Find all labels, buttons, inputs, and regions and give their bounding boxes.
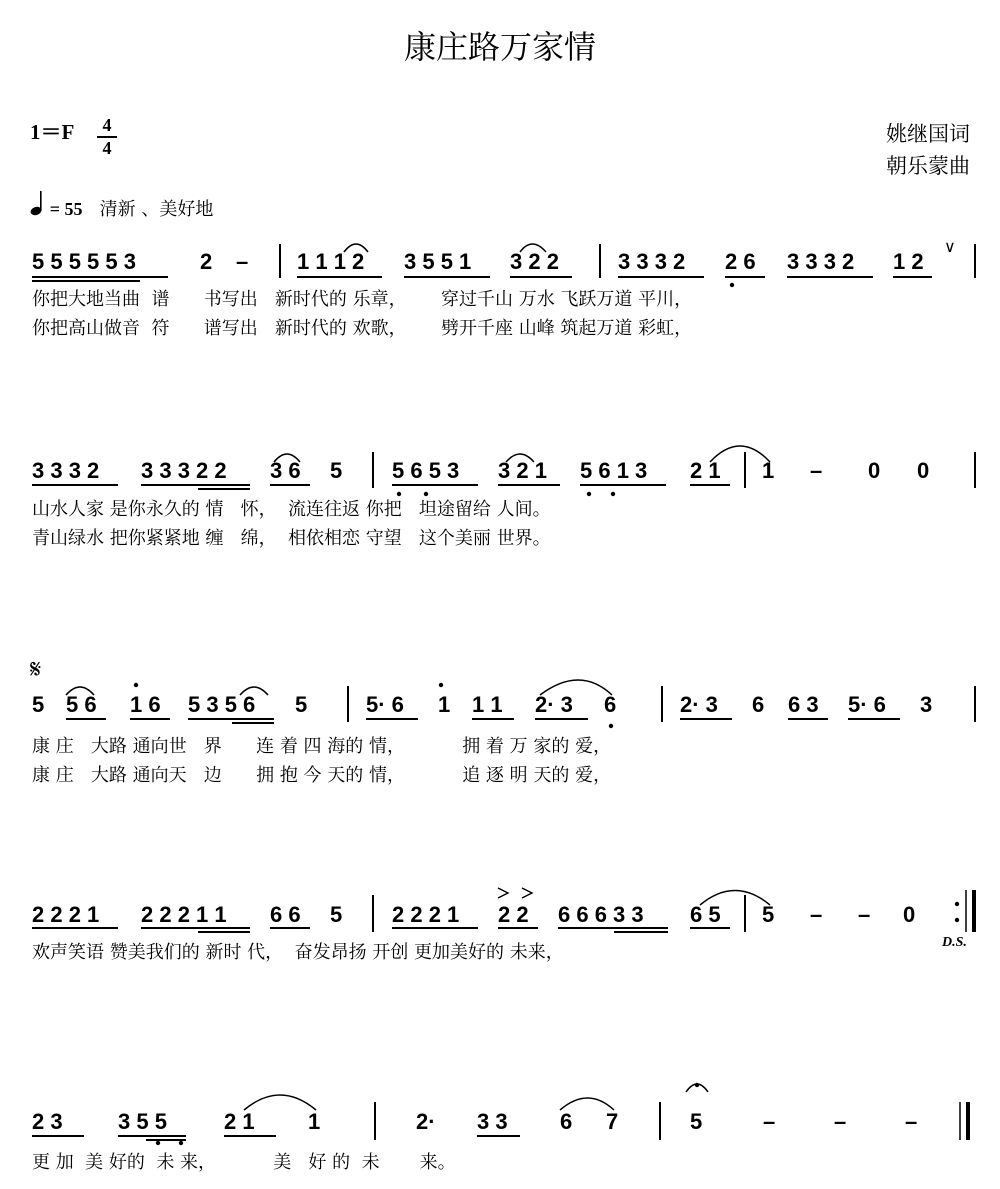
note-group: 5 — [690, 1109, 703, 1134]
tempo-expression: 清新 、美好地 — [99, 199, 214, 220]
note-group: 2 2 2 1 — [392, 902, 460, 927]
lyric-line: 山水人家 是你永久的 情 怀， 流连往返 你把 坦途留给 人间。 — [32, 499, 551, 520]
lyric-line: 你把大地当曲 谱 书写出 新时代的 乐章， 穿过千山 万水 飞跃万道 平川， — [32, 289, 693, 310]
lyric-line: 青山绿水 把你紧紧地 缠 绵， 相依相恋 守望 这个美丽 世界。 — [32, 528, 551, 549]
note-group: 2 1 — [224, 1109, 255, 1134]
time-numerator: 4 — [102, 115, 112, 135]
note-group: 6 — [560, 1109, 573, 1134]
note-group: – — [810, 458, 823, 483]
lyric-line: 康 庄 大路 通向世 界 连 着 四 海的 情， 拥 着 万 家的 爱， — [32, 736, 612, 757]
breath-mark: ∨ — [944, 239, 956, 256]
note-group: 5 3 5 6 — [188, 692, 256, 717]
time-denominator: 4 — [102, 138, 112, 158]
note-group: 2 2 2 1 — [32, 902, 100, 927]
composer-credit: 朝乐蒙曲 — [886, 154, 970, 178]
note-group: 3 3 3 2 2 — [141, 458, 227, 483]
note-group: 5 — [762, 902, 775, 927]
note-group: 1 — [762, 458, 775, 483]
note-group: 1 1 — [472, 692, 503, 717]
note-group: 5 5 5 5 5 3 — [32, 249, 136, 274]
note-group: 2· — [416, 1109, 436, 1134]
note-group: 6 3 — [788, 692, 819, 717]
note-group: 2 6 — [725, 249, 756, 274]
lyricist-credit: 姚继国词 — [886, 122, 970, 146]
note-group: 2 2 2 1 1 — [141, 902, 227, 927]
note-group: 3 5 5 — [118, 1109, 167, 1134]
page-title: 康庄路万家情 — [403, 28, 596, 66]
note-group: 7 — [606, 1109, 619, 1134]
note-group: 6 6 — [270, 902, 301, 927]
note-group: 2 — [200, 249, 213, 274]
note-group: 3 2 1 — [498, 458, 547, 483]
note-group: 3 — [920, 692, 933, 717]
note-group: 1 1 1 2 — [297, 249, 365, 274]
note-group: 5 — [330, 458, 343, 483]
note-group: 6 — [752, 692, 765, 717]
lyric-line: 你把高山做音 符 谱写出 新时代的 欢歌， 劈开千座 山峰 筑起万道 彩虹， — [32, 318, 693, 339]
lyric-line: 更 加 美 好的 未 来， 美 好 的 未 来。 — [32, 1152, 456, 1173]
tempo-bpm: = 55 — [49, 199, 83, 219]
note-group: 1 6 — [130, 692, 161, 717]
note-group: 5 — [330, 902, 343, 927]
note-group: 1 2 — [893, 249, 924, 274]
segno-sign: 𝄋 — [30, 655, 42, 685]
note-group: 0 — [917, 458, 930, 483]
note-group: 3 5 5 1 — [404, 249, 472, 274]
note-group: 3 6 — [270, 458, 301, 483]
note-group: 3 3 — [477, 1109, 508, 1134]
note-group: 6 — [604, 692, 617, 717]
note-group: – — [905, 1109, 918, 1134]
ds-marking: D.S. — [942, 935, 967, 950]
note-group: 6 5 — [690, 902, 721, 927]
note-group: 6 6 6 3 3 — [558, 902, 644, 927]
note-group: 5 — [295, 692, 308, 717]
note-group: 3 3 3 2 — [787, 249, 855, 274]
note-group: 5· 6 — [848, 692, 886, 717]
note-group: 3 3 3 2 — [618, 249, 686, 274]
lyric-line: 康 庄 大路 通向天 边 拥 抱 今 天的 情， 追 逐 明 天的 爱， — [32, 765, 612, 786]
note-group: 2· 3 — [535, 692, 573, 717]
note-group: 2 3 — [32, 1109, 63, 1134]
key-signature: 1＝F — [30, 120, 75, 144]
note-group: 0 — [868, 458, 881, 483]
note-group: – — [763, 1109, 776, 1134]
note-group: 3 3 3 2 — [32, 458, 100, 483]
note-group: – — [810, 902, 823, 927]
note-group: – — [834, 1109, 847, 1134]
note-group: 1 — [308, 1109, 321, 1134]
note-group: 2 2 — [498, 902, 529, 927]
note-group: 5 — [32, 692, 45, 717]
note-group: 3 2 2 — [510, 249, 559, 274]
note-group: 5 6 5 3 — [392, 458, 460, 483]
note-group: 5· 6 — [366, 692, 404, 717]
note-group: 5 6 1 3 — [580, 458, 648, 483]
note-group: 0 — [903, 902, 916, 927]
note-group: 5 6 — [66, 692, 97, 717]
lyric-line: 欢声笑语 赞美我们的 新时 代， 奋发昂扬 开创 更加美好的 未来， — [32, 942, 564, 963]
note-group: – — [236, 249, 249, 274]
note-group: 2· 3 — [680, 692, 718, 717]
note-group: 1 — [438, 692, 451, 717]
note-group: – — [858, 902, 871, 927]
note-group: 2 1 — [690, 458, 721, 483]
